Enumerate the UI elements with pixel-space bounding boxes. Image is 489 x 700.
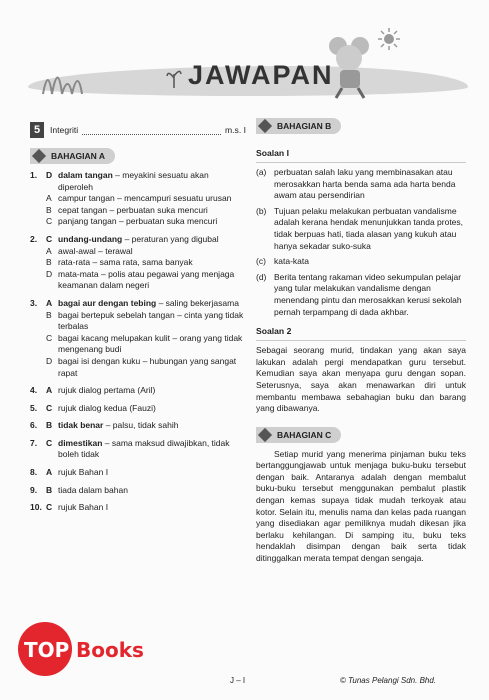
section-b-label: BAHAGIAN B — [277, 121, 332, 131]
question-head — [30, 234, 246, 246]
section-b-item — [256, 272, 466, 318]
question-item — [30, 420, 246, 432]
answer-term: undang-undang — [58, 233, 123, 244]
chapter-number: 5 — [30, 122, 44, 138]
answer-explanation — [58, 420, 179, 432]
question-number: 8. — [30, 467, 38, 478]
question-number: 5. — [30, 402, 38, 413]
section-b-item — [256, 206, 466, 252]
option-text: bagai bertepuk sebelah tangan – cinta yang tidak terbalas — [58, 309, 244, 332]
question-item — [30, 298, 246, 379]
sun-icon — [378, 28, 400, 50]
section-b-item — [256, 256, 466, 268]
section-c-label: BAHAGIAN C — [277, 429, 332, 440]
answer-meaning: – peraturan yang digubal — [122, 233, 219, 244]
answer-explanation — [58, 467, 108, 479]
question-list — [30, 170, 246, 514]
sprout-icon — [166, 66, 182, 88]
question-head — [30, 502, 246, 514]
item-text: kata-kata — [274, 256, 309, 267]
option-item — [46, 310, 246, 333]
answer-meaning: rujuk Bahan I — [58, 502, 109, 513]
dotted-leader — [82, 126, 221, 135]
answer-term: tidak benar — [58, 420, 104, 431]
mouse-mascot-icon — [320, 34, 380, 100]
answer-term: bagai aur dengan tebing — [58, 297, 157, 308]
chapter-page-ref: m.s. I — [224, 125, 246, 135]
question-number: 7. — [30, 437, 38, 448]
question-head — [30, 298, 246, 310]
option-item — [46, 205, 246, 217]
section-a-tag — [30, 148, 115, 164]
section-b-item — [256, 167, 466, 202]
question-item — [30, 385, 246, 397]
section-a-label: BAHAGIAN A — [51, 151, 105, 161]
chapter-row — [30, 122, 246, 138]
answer-letter: D — [46, 170, 53, 180]
answer-meaning: rujuk dialog pertama (Aril) — [58, 385, 156, 396]
question-number: 10. — [30, 502, 42, 513]
answer-explanation — [58, 298, 239, 310]
answer-explanation — [58, 385, 155, 397]
page-number: J – I — [230, 676, 246, 685]
option-text: panjang tangan – perbuatan suka mencuri — [58, 216, 218, 227]
answer-meaning: rujuk Bahan I — [58, 467, 109, 478]
option-text: bagai kacang melupakan kulit – orang yang tidak mengenang budi — [58, 332, 243, 355]
option-item — [46, 257, 246, 269]
soalan-2-text: Sebagai seorang murid, tindakan yang akan saya lakukan adalah pergi mendapatkan guru tersebut. Kemudian saya akan menyapa guru dengan sopan. Seterusnya, saya akan menawarkan diri untuk membantu membawa sebahagian buku dan barang yang dibawanya. — [256, 345, 466, 414]
question-item — [30, 485, 246, 497]
divider — [256, 340, 466, 341]
option-letter: D — [46, 268, 53, 279]
answer-letter: A — [46, 297, 53, 308]
question-head — [30, 467, 246, 479]
question-head — [30, 385, 246, 397]
item-letter: (a) — [256, 167, 267, 177]
right-column — [256, 118, 466, 565]
option-text: awal-awal – terawal — [58, 245, 133, 256]
section-b-tag — [256, 118, 341, 134]
question-item — [30, 234, 246, 292]
section-b-items — [256, 167, 466, 318]
option-item — [46, 193, 246, 205]
option-text: rata-rata – sama rata, sama banyak — [58, 257, 193, 268]
answer-letter: A — [46, 385, 53, 396]
topbooks-logo — [18, 620, 188, 680]
option-letter: B — [46, 309, 52, 320]
option-letter: B — [46, 204, 52, 215]
section-c-tag — [256, 427, 341, 443]
diamond-icon — [258, 428, 272, 442]
item-text: perbuatan salah laku yang membinasakan atau merosakkan harta benda sama ada harta benda awam atau persendirian — [274, 167, 456, 201]
option-letter: D — [46, 355, 53, 366]
soalan-2-heading: Soalan 2 — [256, 326, 292, 337]
diamond-icon — [32, 149, 46, 163]
answer-letter: C — [46, 502, 53, 513]
question-number: 4. — [30, 385, 38, 396]
option-letter: A — [46, 245, 52, 256]
question-head — [30, 403, 246, 415]
option-letter: B — [46, 257, 52, 268]
answer-letter: B — [46, 484, 53, 495]
option-text: cepat tangan – perbuatan suka mencuri — [58, 204, 208, 215]
answer-term: dalam tangan — [58, 170, 113, 180]
question-head — [30, 170, 246, 193]
item-letter: (c) — [256, 256, 266, 267]
option-letter: A — [46, 193, 52, 204]
option-text: mata-mata – polis atau pegawai yang menjaga keamanan dalam negeri — [58, 268, 235, 291]
answer-meaning: tiada dalam bahan — [58, 484, 128, 495]
answer-term: dimestikan — [58, 437, 103, 448]
grass-decoration-icon — [38, 56, 98, 96]
question-head — [30, 485, 246, 497]
question-item — [30, 438, 246, 461]
question-item — [30, 467, 246, 479]
answer-letter: C — [46, 233, 53, 244]
option-letter: C — [46, 332, 53, 343]
option-item — [46, 356, 246, 379]
logo-books-text: Books — [76, 638, 144, 662]
answer-meaning: – saling bekerjasama — [156, 297, 239, 308]
answer-meaning: – palsu, tidak sahih — [103, 420, 179, 431]
question-head — [30, 438, 246, 461]
option-text: campur tangan – mencampuri sesuatu urusan — [58, 193, 232, 204]
question-number: 2. — [30, 233, 38, 244]
page-header — [28, 46, 468, 102]
answer-meaning: – meyakini sesuatu akan diperoleh — [58, 170, 209, 192]
answer-letter: C — [46, 437, 53, 448]
soalan-1-heading: Soalan I — [256, 148, 289, 158]
answer-letter: A — [46, 467, 53, 478]
answer-explanation — [58, 438, 246, 461]
item-text: Tujuan pelaku melakukan perbuatan vandalisme adalah kerana hendak menunjukkan tanda protes, tidak berpuas hati, tiada alasan yang kukuh atau hanya sekadar suko-suka — [274, 205, 464, 251]
answer-meaning: rujuk dialog kedua (Fauzi) — [58, 402, 156, 413]
answer-explanation — [58, 485, 128, 497]
question-number: 6. — [30, 420, 38, 431]
item-letter: (b) — [256, 205, 267, 216]
diamond-icon — [258, 119, 272, 133]
option-item — [46, 269, 246, 292]
item-text: Berita tentang rakaman video sekumpulan pelajar yang tular melakukan vandalisme dengan menendang pintu dan merosakkan kerusi sekolah pernah terpampang di dada akhbar. — [274, 271, 462, 317]
item-letter: (d) — [256, 271, 267, 282]
option-item — [46, 333, 246, 356]
option-letter: C — [46, 216, 53, 227]
answer-explanation — [58, 170, 246, 193]
question-item — [30, 170, 246, 228]
chapter-title: Integriti — [50, 125, 79, 135]
question-item — [30, 403, 246, 415]
option-item — [46, 246, 246, 258]
question-head — [30, 420, 246, 432]
divider — [256, 162, 466, 163]
option-text: bagai isi dengan kuku – hubungan yang sangat rapat — [58, 355, 237, 378]
publisher-credit: © Tunas Pelangi Sdn. Bhd. — [340, 676, 437, 685]
option-item — [46, 216, 246, 228]
answer-explanation — [58, 234, 219, 246]
page-title: JAWAPAN — [188, 60, 334, 90]
section-c-text: Setiap murid yang menerima pinjaman buku teks bertanggungjawab untuk menjaga buku-buku tersebut dengan baik. Antaranya adalah dengan membalut buku-buku tersebut menggunakan pembalut plastik dengan kemas supaya tidak mudah terkoyak atau kotor. Selain itu, menulis nama dan kelas pada ruangan yang disediakan agar pemiliknya mudah dikesan jika berlaku kehilangan. Di samping itu, buku teks hendaklah disimpan dengan baik serta tidak ditinggalkan merata tempat dengan sengaja. — [256, 448, 466, 564]
answer-letter: C — [46, 402, 53, 413]
question-number: 3. — [30, 297, 38, 308]
answer-explanation — [58, 502, 108, 514]
left-column — [30, 118, 246, 520]
question-item — [30, 502, 246, 514]
answer-explanation — [58, 403, 156, 415]
logo-top-text: TOP — [24, 638, 70, 662]
question-number: 9. — [30, 484, 38, 495]
question-number: 1. — [30, 170, 38, 180]
answer-meaning: – sama maksud diwajibkan, tidak boleh tidak — [58, 437, 230, 460]
answer-letter: B — [46, 420, 53, 431]
